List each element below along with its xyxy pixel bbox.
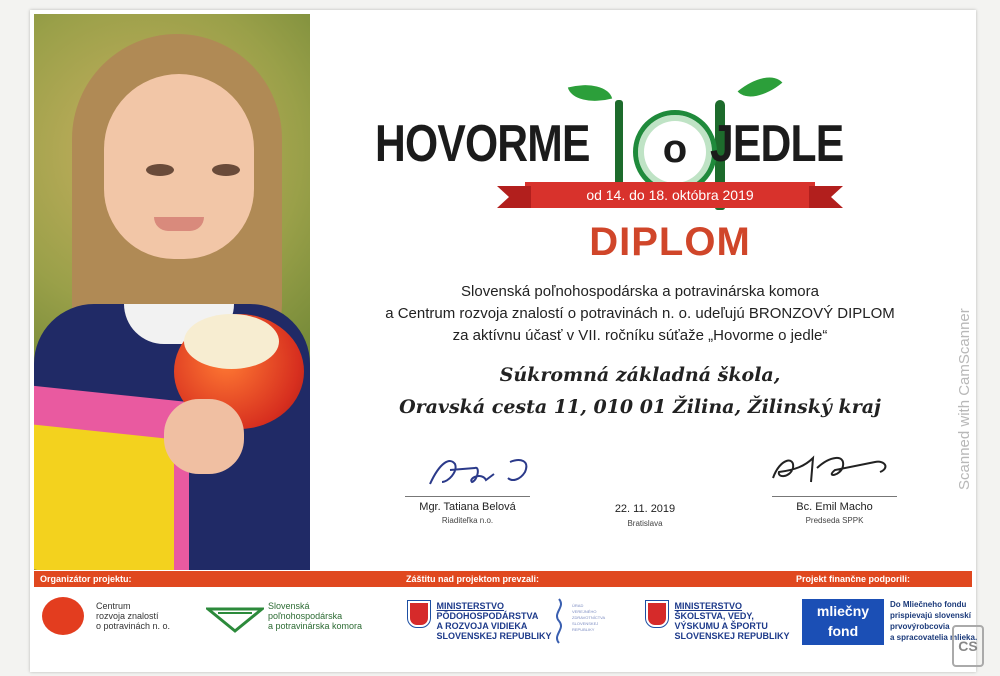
- logo-text: REPUBLIKY: [572, 627, 595, 632]
- photo-eye-right: [212, 164, 240, 176]
- photo-eye-left: [146, 164, 174, 176]
- logo-text: PÔDOHOSPODÁRSTVA: [436, 611, 539, 621]
- mliecny-fond-logo: [802, 599, 884, 645]
- signer-role: Predseda SPPK: [805, 516, 864, 525]
- logo-text: a potravinárska komora: [268, 621, 363, 631]
- footer-bar: [34, 571, 972, 587]
- logo-text: ŠKOLSTVA, VEDY,: [674, 611, 754, 621]
- logo-text: SLOVENSKEJ REPUBLIKY: [674, 631, 790, 641]
- signature-belova-icon: [420, 452, 550, 492]
- logo-text: mliečny: [816, 603, 870, 619]
- logo-text: SLOVENSKEJ: [572, 621, 599, 626]
- logo-ministry-education: [646, 601, 790, 641]
- date-value: 22. 11. 2019: [614, 503, 676, 515]
- logo-text: ÚRAD: [572, 603, 584, 608]
- photo-book-yellow: [34, 425, 174, 570]
- photo-apple-bite: [184, 314, 279, 369]
- logo-text: Centrum: [96, 601, 131, 611]
- logo-letter-o: o: [662, 127, 688, 171]
- signature-right: [772, 496, 897, 525]
- logo-text: prispievajú slovenskí: [890, 611, 971, 620]
- logo-text: fond: [827, 623, 859, 639]
- signer-name: Mgr. Tatiana Belová: [419, 501, 516, 513]
- logo-uvzsr: [572, 603, 605, 633]
- signature-line: [772, 496, 897, 497]
- photo-hand: [164, 399, 244, 474]
- school-address: Oravská cesta 11, 010 01 Žilina, Žilinský kraj: [399, 396, 881, 418]
- funding-label: Projekt finančne podporili:: [796, 574, 911, 584]
- logo-text: o potravinách n. o.: [96, 621, 171, 631]
- logo-text: Do Mliečneho fondu: [890, 600, 967, 609]
- logo-sppk: [268, 601, 362, 631]
- logo-text: SLOVENSKEJ REPUBLIKY: [436, 631, 552, 641]
- logo-text: MINISTERSTVO: [436, 601, 505, 611]
- logo-ministry-agriculture: [408, 601, 552, 641]
- camscanner-logo-icon: CS: [952, 625, 984, 667]
- award-line: Slovenská poľnohospodárska a potravinárska komora: [461, 283, 819, 300]
- signature-left: [405, 496, 530, 525]
- signer-name: Bc. Emil Macho: [796, 501, 873, 513]
- scanner-watermark: Scanned with CamScanner: [956, 308, 973, 490]
- logo-text: ZDRAVOTNÍCTVA: [572, 615, 606, 620]
- logo-text: VEREJNÉHO: [572, 609, 597, 614]
- logo-centrum: [96, 601, 170, 631]
- dates-ribbon: od 14. do 18. októbra 2019: [525, 182, 815, 208]
- photo-mouth: [154, 217, 204, 231]
- date-place: Bratislava: [627, 519, 663, 528]
- award-text: [330, 281, 950, 347]
- recipient-school: [330, 359, 950, 423]
- signer-role: Riaditeľka n.o.: [441, 516, 494, 525]
- award-line: za aktívnu účasť v VII. ročníku súťaže „Hovorme o jedle“: [452, 327, 828, 344]
- school-name: Súkromná základná škola,: [499, 364, 781, 386]
- apple-logo-icon: [42, 597, 84, 635]
- logo-text: MINISTERSTVO: [674, 601, 743, 611]
- slovak-crest-icon: [408, 601, 430, 627]
- signature-line: [405, 496, 530, 497]
- signature-macho-icon: [765, 448, 895, 488]
- issue-date: [600, 503, 690, 528]
- logo-text: VÝSKUMU A ŠPORTU: [674, 621, 768, 631]
- logo-word-right: JEDLE: [710, 115, 844, 173]
- slovak-crest-icon: [646, 601, 668, 627]
- logo-text: rozvoja znalostí: [96, 611, 159, 621]
- award-line: a Centrum rozvoja znalostí o potravinách n. o. udeľujú BRONZOVÝ DIPLOM: [385, 305, 895, 322]
- logo-text: A ROZVOJA VIDIEKA: [436, 621, 528, 631]
- patronage-label: Záštitu nad projektom prevzali:: [406, 574, 540, 584]
- logo-text: poľnohospodárska: [268, 611, 343, 621]
- logo-text: a spracovatelia mlieka.: [890, 633, 978, 642]
- logo-word-left: HOVORME: [375, 115, 590, 173]
- child-photo: [34, 14, 310, 570]
- diploma-heading: DIPLOM: [589, 220, 751, 264]
- event-logo: [375, 90, 875, 220]
- organizer-label: Organizátor projektu:: [40, 574, 132, 584]
- partner-logos: [34, 589, 978, 669]
- logo-text: Slovenská: [268, 601, 310, 611]
- logo-text: prvovýrobcovia: [890, 622, 950, 631]
- sppk-logo-icon: [206, 603, 264, 633]
- uvzsr-logo-icon: [552, 597, 566, 649]
